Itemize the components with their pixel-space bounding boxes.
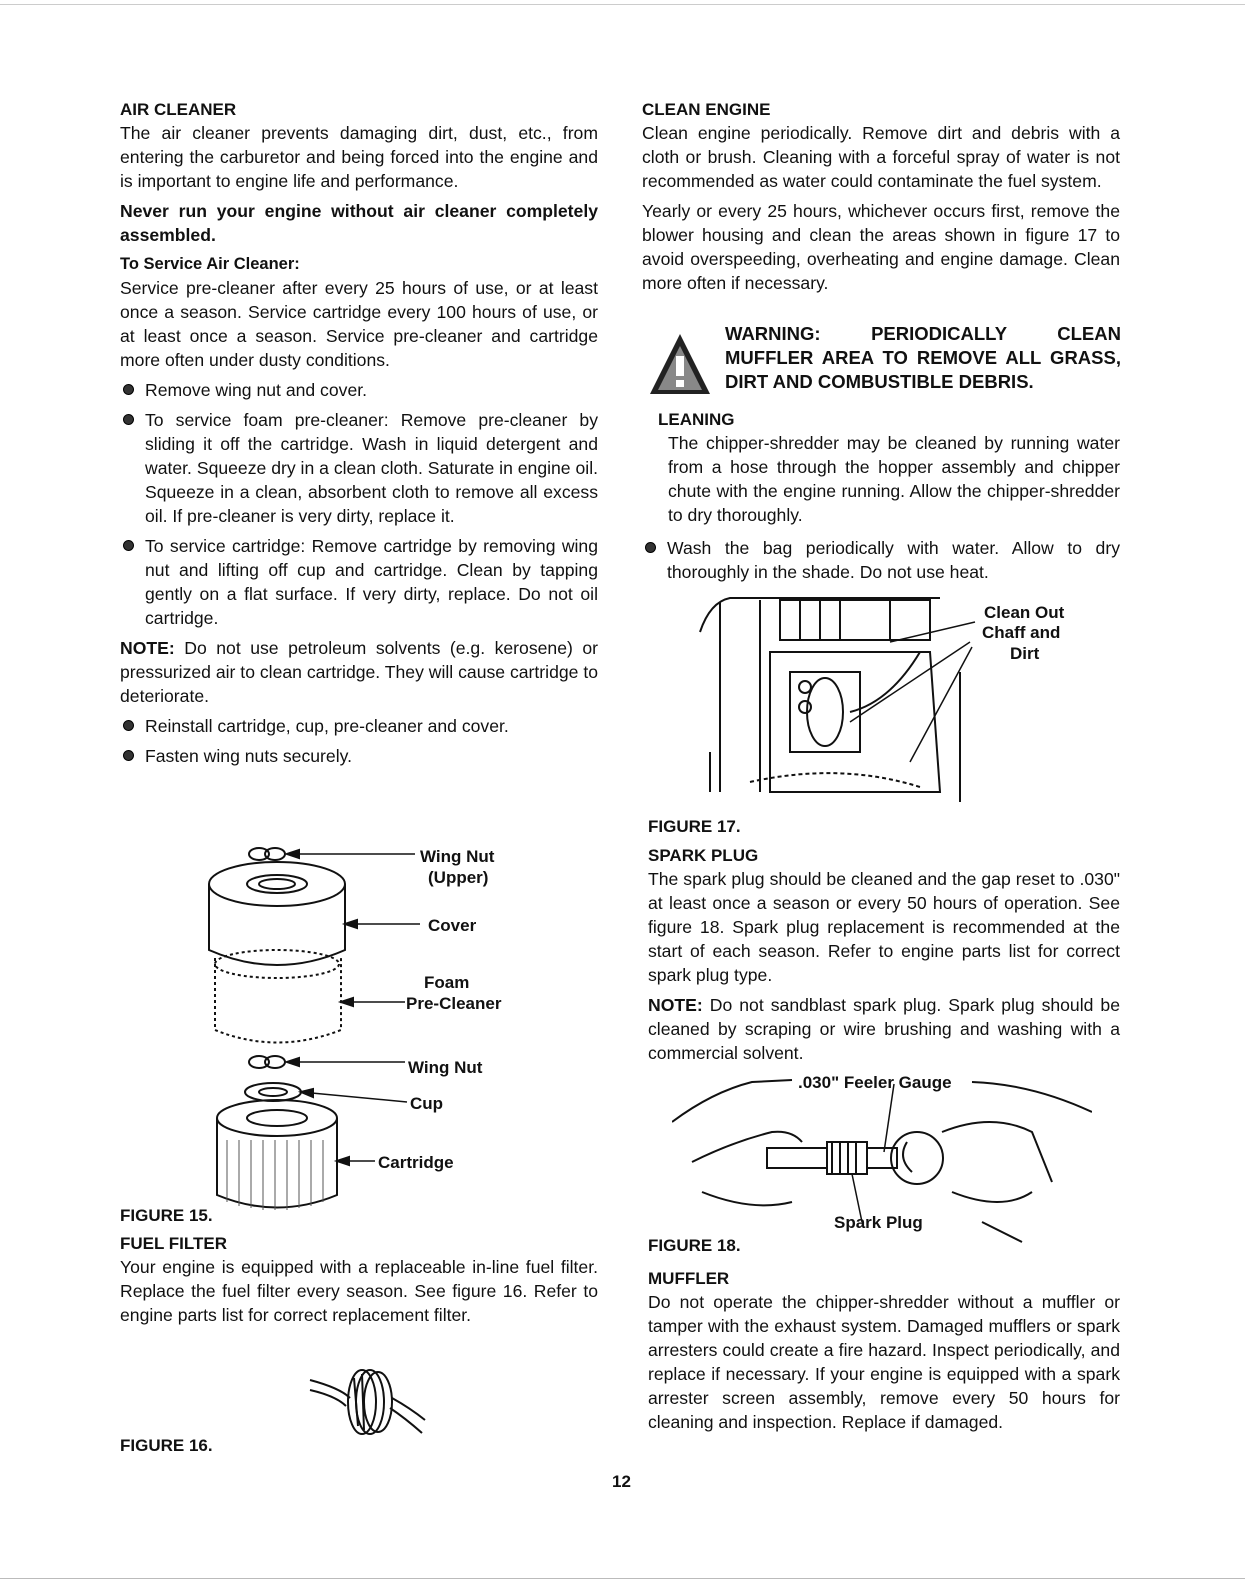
- label-spark-plug: Spark Plug: [834, 1213, 923, 1232]
- label-feeler-gauge: .030" Feeler Gauge: [798, 1073, 952, 1092]
- clean-engine-heading: CLEAN ENGINE: [642, 100, 771, 119]
- clean-engine-p2: Yearly or every 25 hours, whichever occurs first, remove the blower housing and clean the areas shown in figure 17 to avoid overspeeding, overheating and engine damage. Clean more often if necessary.: [642, 201, 1120, 293]
- label-clean-out: Clean Out: [984, 603, 1065, 622]
- muffler-heading: MUFFLER: [648, 1269, 730, 1288]
- cleaning-bullet-block: [642, 536, 1120, 590]
- label-wing-nut: Wing Nut: [408, 1058, 483, 1077]
- figure-16-caption: FIGURE 16.: [120, 1436, 213, 1455]
- note-text: Do not use petroleum solvents (e.g. kerosene) or pressurized air to clean cartridge. They will cause cartridge to deteriorate.: [120, 638, 598, 706]
- figure-17-caption: FIGURE 17.: [648, 817, 741, 836]
- muffler-warning-text: WARNING: PERIODICALLY CLEAN MUFFLER AREA TO REMOVE ALL GRASS, DIRT AND COMBUSTIBLE DEBRIS.: [725, 323, 1121, 392]
- service-air-cleaner-text: Service pre-cleaner after every 25 hours of use, or at least once a season. Service cartridge every 100 hours of use, or at least once a season. Service pre-cleaner and cartridge more often under dusty conditions.: [120, 278, 598, 370]
- label-cup: Cup: [410, 1094, 444, 1113]
- note-label: NOTE:: [648, 995, 703, 1015]
- cleaning-section: [658, 408, 1120, 533]
- fuel-filter-section: [120, 1232, 598, 1333]
- cleaning-bullet: Wash the bag periodically with water. Allow to dry thoroughly in the shade. Do not use heat.: [642, 536, 1120, 584]
- spark-plug-heading: SPARK PLUG: [648, 846, 759, 865]
- spark-plug-text: The spark plug should be cleaned and the gap reset to .030" at least once a season or every 50 hours of operation. See figure 18. Spark plug replacement is recommended at the start of each season. Refer to engine parts list for correct spark plug type.: [648, 869, 1120, 985]
- air-cleaner-bullet: To service cartridge: Remove cartridge by removing wing nut and lifting off cup and cartridge. Clean by tapping gently on a flat surface. If very dirty, replace. Do not oil cartridge.: [120, 534, 598, 630]
- right-column-top: [642, 98, 1120, 301]
- label-dirt: Dirt: [1010, 644, 1040, 663]
- label-cover: Cover: [428, 916, 477, 935]
- warning-triangle-icon: [648, 332, 712, 396]
- fuel-filter-text: Your engine is equipped with a replaceable in-line fuel filter. Replace the fuel filter every season. See figure 16. Refer to engine parts list for correct replacement filter.: [120, 1257, 598, 1325]
- air-cleaner-bullet: Reinstall cartridge, cup, pre-cleaner and cover.: [120, 714, 598, 738]
- label-cartridge: Cartridge: [378, 1153, 454, 1172]
- page-number: 12: [612, 1472, 631, 1491]
- fuel-filter-heading: FUEL FILTER: [120, 1234, 228, 1253]
- service-air-cleaner-heading: To Service Air Cleaner:: [120, 255, 300, 273]
- clean-engine-p1: Clean engine periodically. Remove dirt and debris with a cloth or brush. Cleaning with a forceful spray of water is not recommended as water could contaminate the fuel system.: [642, 123, 1120, 191]
- spark-plug-section: [648, 844, 1120, 1071]
- spark-plug-note: [648, 993, 1120, 1065]
- scan-top-edge: [0, 4, 1245, 5]
- note-text: Do not sandblast spark plug. Spark plug should be cleaned by scraping or wire brushing and washing with a commercial solvent.: [648, 995, 1121, 1063]
- label-wing-nut-upper: Wing Nut: [420, 847, 495, 866]
- figure-18-caption: FIGURE 18.: [648, 1236, 741, 1255]
- air-cleaner-bullet: To service foam pre-cleaner: Remove pre-cleaner by sliding it off the cartridge. Wash in liquid detergent and water. Squeeze dry in a clean cloth. Saturate in engine oil. Squeeze in a clean, absorbent cloth to remove all excess oil. If pre-cleaner is very dirty, replace it.: [120, 408, 598, 528]
- fuel-filter-diagram: [300, 1358, 430, 1448]
- left-column: [120, 98, 598, 774]
- label-chaff-and: Chaff and: [982, 623, 1061, 642]
- muffler-text: Do not operate the chipper-shredder without a muffler or tamper with the exhaust system. Damaged mufflers or spark arresters could create a fire hazard. Inspect periodically, and replace if necessary. If your engine is equipped with a spark arrester screen assembly, remove every 50 hours for cleaning and inspection. Replace if damaged.: [648, 1292, 1120, 1432]
- cleaning-text: The chipper-shredder may be cleaned by running water from a hose through the hopper assembly and chipper chute with the engine running. Allow the chipper-shredder to dry thoroughly.: [668, 433, 1120, 525]
- air-cleaner-heading: AIR CLEANER: [120, 100, 237, 119]
- air-cleaner-intro: The air cleaner prevents damaging dirt, dust, etc., from entering the carburetor and being forced into the engine and is important to engine life and performance.: [120, 123, 598, 191]
- label-foam: Foam: [424, 973, 470, 992]
- label-pre-cleaner: Pre-Cleaner: [406, 994, 502, 1013]
- scan-bottom-edge: [0, 1578, 1245, 1579]
- figure-15-caption: FIGURE 15.: [120, 1206, 213, 1225]
- engine-cleaning-diagram: [690, 592, 980, 807]
- air-cleaner-bullet: Remove wing nut and cover.: [120, 378, 598, 402]
- cleaning-heading: LEANING: [658, 410, 735, 429]
- air-cleaner-warning: Never run your engine without air cleaner completely assembled.: [120, 201, 598, 245]
- label-wing-nut-upper-2: (Upper): [428, 868, 489, 887]
- air-cleaner-note: [120, 636, 598, 708]
- air-cleaner-bullet: Fasten wing nuts securely.: [120, 744, 598, 768]
- muffler-section: [648, 1267, 1120, 1440]
- note-label: NOTE:: [120, 638, 175, 658]
- air-cleaner-exploded-diagram: [195, 840, 515, 1220]
